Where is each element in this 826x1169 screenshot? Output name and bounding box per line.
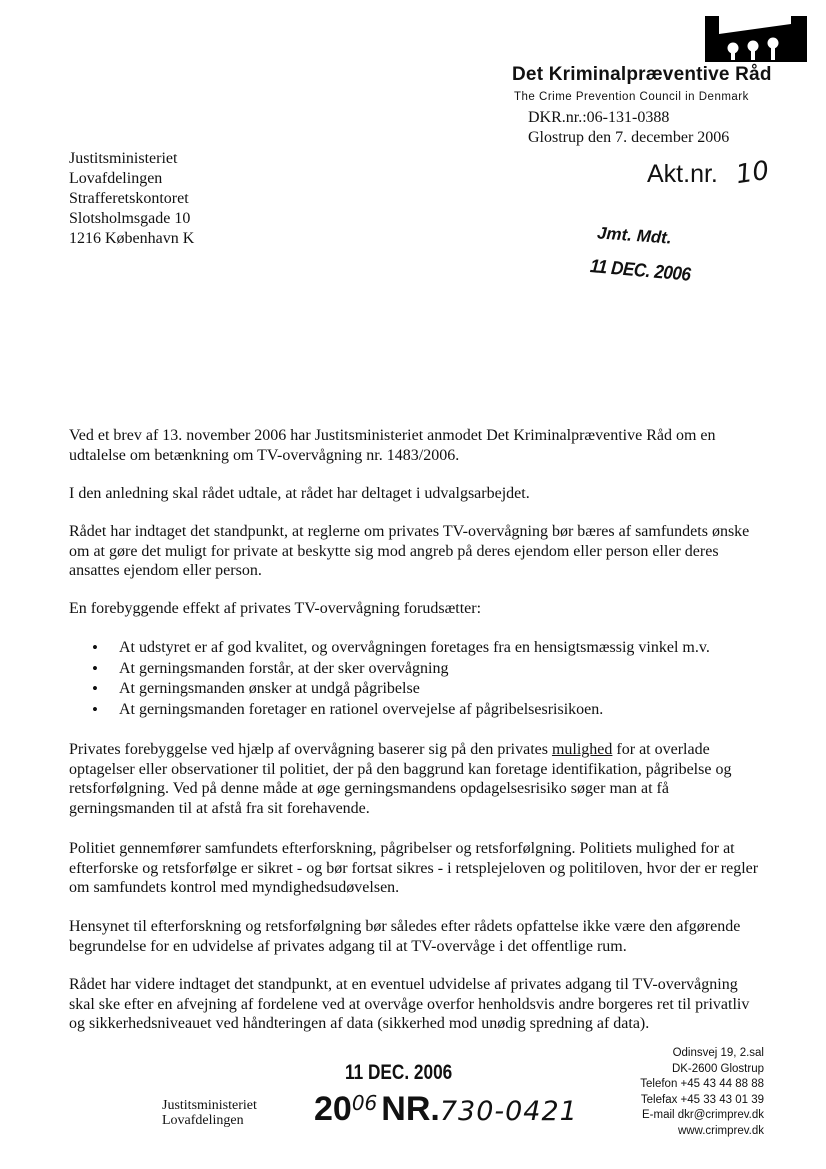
recipient-line: Strafferetskontoret [69,190,189,207]
recipient-line: Lovafdelingen [69,170,163,187]
recipient-line: Justitsministeriet [69,150,178,167]
contact-fax: Telefax +45 33 43 01 39 [640,1093,764,1106]
footer-contact [640,1046,764,1139]
paragraph-8: Rådet har videre indtaget det standpunkt, at en eventuel udvidelse af privates adgang til TV-overvågning skal ske efter en afvejning af fordelene ved at overvåge overfor henholdsvis andre borgeres ret til privatliv og sikkerhedsniveauet ved håndteringen af data (sikkerhed mod unødig spredning af data). [69,976,750,1032]
council-logo-icon [703,14,809,64]
council-logo [703,14,809,64]
journal-stamp-dept-line: Lovafdelingen [162,1113,244,1128]
list-item: • At gerningsmanden foretager en rationel overvejelse af pågribelsesrisikoen. [92,700,772,721]
paragraph-6: Politiet gennemfører samfundets efterforskning, pågribelser og retsforfølgning. Politiets mulighed for at efterforske og retsforfølge er sikret - og bør fortsat sikres - i retsplejeloven og politiloven, hvor der er regler om samfundets kontrol med myndighedsudøvelsen. [69,840,759,896]
contact-address-line: Odinsvej 19, 2.sal [672,1047,764,1059]
underlined-word: mulighed [551,741,613,758]
contact-website[interactable]: www.crimprev.dk [677,1124,764,1137]
list-item: • At gerningsmanden ønsker at undgå pågribelse [92,679,772,700]
paragraph-3: Rådet har indtaget det standpunkt, at reglerne om privates TV-overvågning bør bæres af samfundets ønske om at gøre det muligt for private at beskytte sig mod angreb på deres ejendom eller person eller deres ansattes ejendom eller person. [69,523,750,579]
contact-phone: Telefon +45 43 44 88 88 [640,1078,764,1090]
received-stamp-date: 11 DEC. 2006 [589,256,692,286]
paragraph-1: Ved et brev af 13. november 2006 har Justitsministeriet anmodet Det Kriminalpræventive Råd om en udtalelse om betænkning om TV-overvågning nr. 1483/2006. [69,427,716,464]
org-name: Det Kriminalpræventive Råd [512,64,772,85]
paragraph-2: I den anledning skal rådet udtale, at rådet har deltaget i udvalgsarbejdet. [69,485,530,502]
paragraph-5-end: for at overlade optagelser eller observationer til politiet, der på den baggrund kan foretage identifikation, pågribelse og retsforfølgning. Ved på denne måde at øge gerningsmandens opdagelsesrisiko søger man at få gerningsmanden til at afstå fra sit forehavende. [69,741,732,817]
paragraph-4: En forebyggende effekt af privates TV-overvågning forudsætter: [69,600,482,617]
list-item: • At gerningsmanden forstår, at der sker overvågning [92,659,772,680]
journal-stamp-date: 11 DEC. 2006 [345,1061,453,1084]
place-date: Glostrup den 7. december 2006 [528,129,730,146]
paragraph-7: Hensynet til efterforskning og retsforfølgning bør således efter rådets opfattelse ikke være den afgørende begrundelse for en udvidelse af privates adgang til at TV-overvåge i det offentlige rum. [69,918,741,955]
journal-number-label: NR. [381,1090,440,1128]
journal-number [314,1090,578,1129]
contact-email[interactable]: E-mail dkr@crimprev.dk [641,1109,764,1121]
recipient-line: Slotsholmsgade 10 [69,210,191,227]
contact-address-line: DK-2600 Glostrup [671,1062,764,1075]
akt-label: Akt.nr. [647,160,718,188]
paragraph-5-start: Privates forebyggelse ved hjælp af overvågning baserer sig på den privates [69,741,552,758]
journal-number-prefix: 20 [314,1090,352,1128]
list-item: • At udstyret er af god kvalitet, og overvågningen foretages fra en hensigtsmæssig vinkel m.v. [92,638,772,659]
prerequisite-list [92,638,772,720]
akt-handwritten-number: 10 [734,155,772,191]
journal-number-handwritten: 06 [351,1091,378,1115]
journal-number-handwritten: 730-0421 [439,1096,578,1127]
recipient-address [69,149,194,249]
journal-stamp-dept [162,1098,257,1128]
org-subtitle: The Crime Prevention Council in Denmark [514,91,749,103]
dkr-number: DKR.nr.:06-131-0388 [528,109,670,126]
paragraph-5 [69,740,759,818]
journal-stamp-dept-line: Justitsministeriet [162,1098,257,1113]
recipient-line: 1216 København K [69,230,195,247]
received-stamp-label: Jmt. Mdt. [596,223,673,248]
